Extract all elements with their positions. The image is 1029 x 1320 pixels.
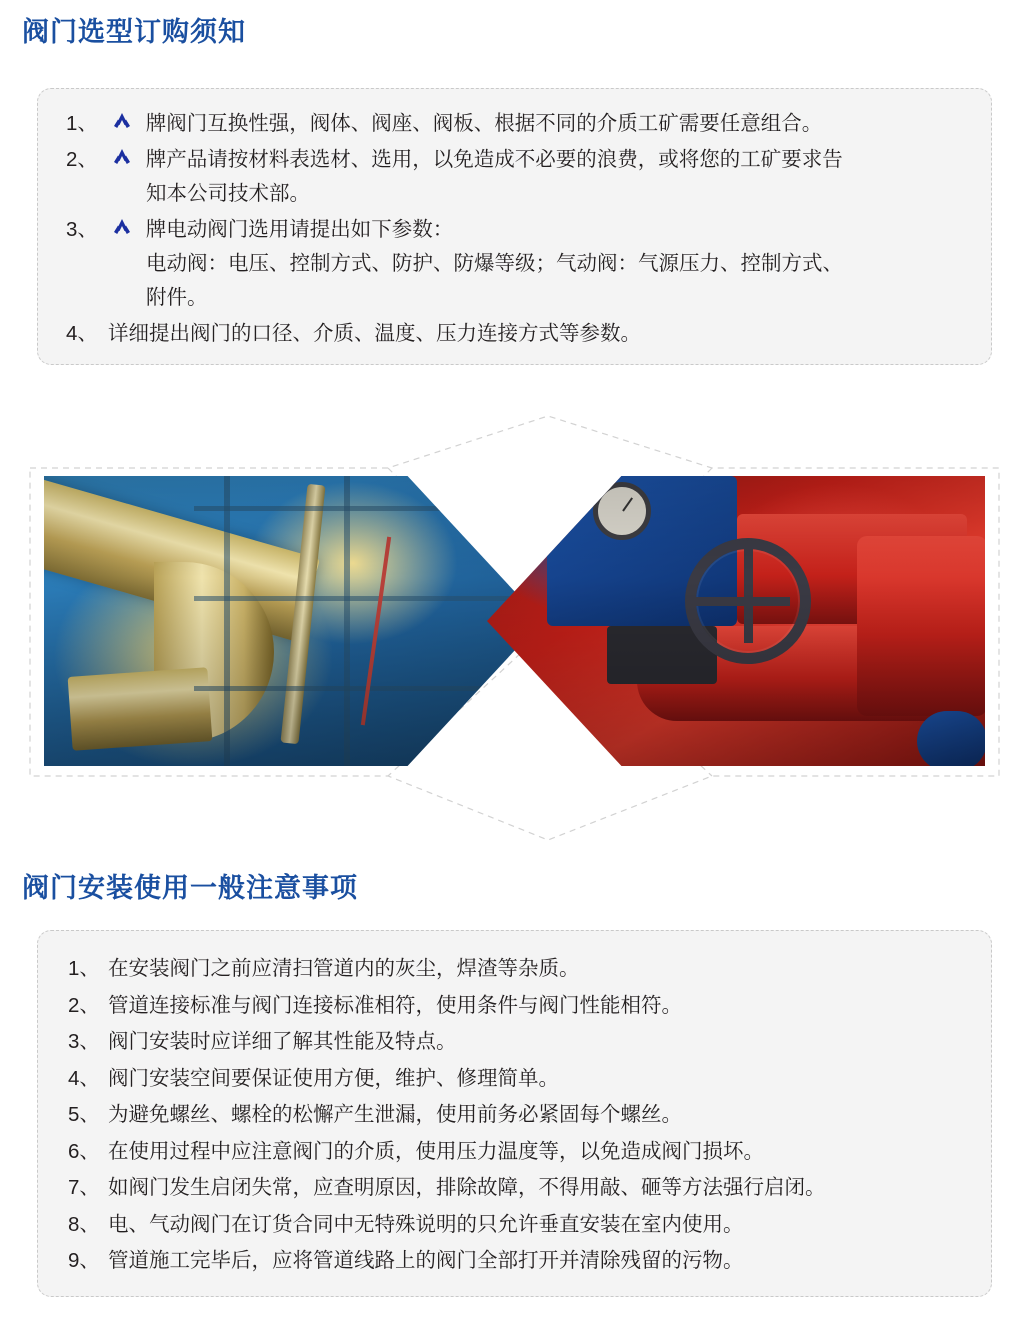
ordering-notice-list [66, 107, 967, 353]
list-item [68, 1024, 967, 1061]
list-item-body [108, 317, 967, 351]
list-item [68, 1061, 967, 1098]
red-pipe-line [361, 537, 391, 726]
list-item-text: 如阀门发生启闭失常，应查明原因，排除故障，不得用敲、砸等方法强行启闭。 [108, 1176, 826, 1199]
list-item [66, 317, 967, 351]
page-title-installation: 阀门安装使用一般注意事项 [22, 873, 358, 903]
list-item-number: 3、 [66, 218, 98, 241]
list-item-text: 为避免螺丝、螺栓的松懈产生泄漏，使用前务必紧固每个螺丝。 [108, 1103, 682, 1126]
scaffold-bar [224, 476, 230, 766]
list-item [68, 988, 967, 1025]
list-item-text: 详细提出阀门的口径、介质、温度、压力连接方式等参数。 [108, 322, 641, 345]
list-item-number: 4、 [68, 1066, 100, 1090]
list-item-text-continued: 知本公司技术部。 [146, 182, 310, 205]
page-title-ordering: 阀门选型订购须知 [22, 17, 246, 47]
list-item [68, 951, 967, 988]
pipe-shape [68, 667, 213, 751]
list-item-number: 2、 [68, 993, 100, 1017]
list-item [66, 143, 967, 211]
list-item-text: 阀门安装空间要保证使用方便，维护、修理简单。 [108, 1066, 559, 1090]
list-item-number: 9、 [68, 1249, 100, 1272]
list-item [68, 1243, 967, 1280]
scaffold-bar [194, 596, 542, 601]
list-item-number: 4、 [66, 322, 98, 345]
brand-mountain-mark-icon [110, 217, 134, 239]
list-item-text: 牌电动阀门选用请提出如下参数： [145, 218, 454, 241]
list-item-text: 管道施工完毕后，应将管道线路上的阀门全部打开并清除残留的污物。 [108, 1249, 744, 1272]
list-item [68, 1170, 967, 1207]
list-item-text: 牌阀门互换性强，阀体、阀座、阀板、根据不同的介质工矿需要任意组合。 [145, 112, 823, 135]
list-item-number: 7、 [68, 1176, 100, 1199]
installation-notice-list [68, 951, 967, 1280]
flange-shape [857, 536, 985, 716]
brand-mountain-mark-icon [110, 111, 134, 133]
list-item-body [108, 107, 967, 141]
list-item-body [108, 213, 967, 315]
list-item-number: 8、 [68, 1212, 100, 1236]
list-item-text: 牌产品请按材料表选材、选用，以免造成不必要的浪费，或将您的工矿要求告 [145, 148, 843, 171]
ordering-notice-panel [37, 88, 992, 365]
list-item-text: 管道连接标准与阀门连接标准相符，使用条件与阀门性能相符。 [108, 993, 682, 1017]
list-item [66, 213, 967, 315]
photo-banner [22, 408, 1007, 848]
list-item-number: 1、 [66, 112, 98, 135]
list-item [68, 1097, 967, 1134]
list-item [68, 1207, 967, 1244]
list-item-text-continued-2: 附件。 [146, 286, 208, 309]
list-item-number: 5、 [68, 1103, 100, 1126]
list-item-number: 3、 [68, 1030, 100, 1053]
list-item-text: 电、气动阀门在订货合同中无特殊说明的只允许垂直安装在室内使用。 [108, 1212, 744, 1236]
list-item [68, 1134, 967, 1171]
list-item-text: 在使用过程中应注意阀门的介质，使用压力温度等，以免造成阀门损坏。 [108, 1139, 764, 1163]
valve-handwheel-shape [685, 538, 811, 664]
list-item-text: 在安装阀门之前应清扫管道内的灰尘，焊渣等杂质。 [108, 957, 580, 980]
list-item [66, 107, 967, 141]
list-item-number: 2、 [66, 148, 98, 171]
list-item-body [108, 143, 967, 211]
installation-notice-panel [37, 930, 992, 1297]
list-item-text-continued: 电动阀：电压、控制方式、防护、防爆等级；气动阀：气源压力、控制方式、 [146, 252, 843, 275]
blue-background-shape [917, 711, 985, 766]
list-item-number: 1、 [68, 957, 100, 980]
list-item-text: 阀门安装时应详细了解其性能及特点。 [108, 1030, 457, 1053]
list-item-number: 6、 [68, 1139, 100, 1163]
brand-mountain-mark-icon [110, 147, 134, 169]
scaffold-bar [344, 476, 350, 766]
